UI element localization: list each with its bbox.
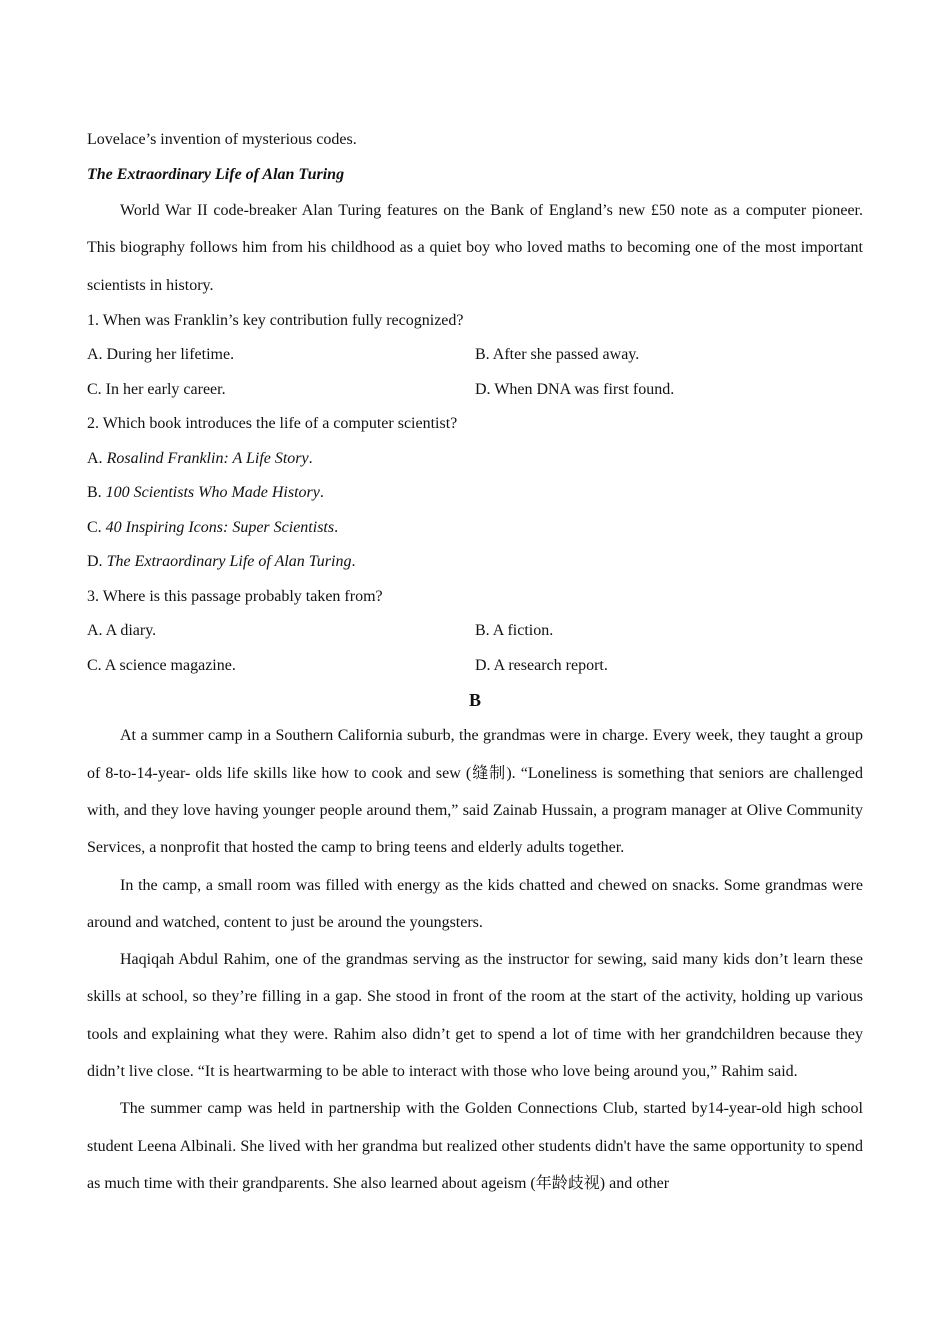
question-3	[87, 580, 863, 684]
passage-paragraph: Haqiqah Abdul Rahim, one of the grandmas serving as the instructor for sewing, said many kids don’t learn these skills at school, so they’re filling in a gap. She stood in front of the room at the start of the activity, holding up various tools and explaining what they were. Rahim also didn’t get to spend a lot of time with her grandchildren because they didn’t live close. “It is heartwarming to be able to interact with those who love being around you,” Rahim said.	[87, 951, 863, 1081]
section-heading: B	[468, 690, 481, 711]
option-c: C. A science magazine.	[87, 656, 236, 674]
book-title: 100 Scientists Who Made History	[105, 484, 320, 502]
option-d: D. A research report.	[475, 656, 608, 674]
option-d: D. The Extraordinary Life of Alan Turing.	[87, 553, 356, 571]
question-1	[87, 304, 863, 408]
book-title: The Extraordinary Life of Alan Turing	[106, 553, 352, 571]
question-stem: 1. When was Franklin’s key contribution fully recognized?	[87, 311, 464, 329]
question-2	[87, 407, 863, 580]
option-b: B. After she passed away.	[475, 346, 640, 364]
passage-paragraph: In the camp, a small room was filled with energy as the kids chatted and chewed on snacks. Some grandmas were around and watched, content to just be around the youngsters.	[87, 876, 863, 931]
intro-line: Lovelace’s invention of mysterious codes.	[87, 131, 357, 148]
passage-paragraph: At a summer camp in a Southern California suburb, the grandmas were in charge. Every week, they taught a group of 8-to-14-year- olds life skills like how to cook and sew (缝制). “Loneliness is something that seniors are challenged with, and they love having younger people around them,” said Zainab Hussain, a program manager at Olive Community Services, a nonprofit that hosted the camp to bring teens and elderly adults together.	[87, 727, 863, 857]
book-description-turing: World War II code-breaker Alan Turing features on the Bank of England’s new £50 note as a computer pioneer. This biography follows him from his childhood as a quiet boy who loved maths to becoming one of the most important scientists in history.	[87, 202, 863, 294]
option-b: B. 100 Scientists Who Made History.	[87, 484, 324, 502]
book-title: Rosalind Franklin: A Life Story	[106, 449, 309, 467]
option-c: C. 40 Inspiring Icons: Super Scientists.	[87, 518, 339, 536]
question-stem: 3. Where is this passage probably taken from?	[87, 587, 383, 605]
book-title: 40 Inspiring Icons: Super Scientists	[105, 518, 335, 536]
option-a: A. A diary.	[87, 622, 157, 640]
question-stem: 2. Which book introduces the life of a computer scientist?	[87, 415, 458, 433]
option-c: C. In her early career.	[87, 380, 226, 398]
option-a: A. During her lifetime.	[87, 346, 235, 364]
passage-paragraph: The summer camp was held in partnership with the Golden Connections Club, started by14-year-old high school student Leena Albinali. She lived with her grandma but realized other students didn't have the same opportunity to spend as much time with their grandparents. She also learned about ageism (年龄歧视) and other	[87, 1100, 863, 1192]
option-b: B. A fiction.	[475, 622, 554, 640]
option-d: D. When DNA was first found.	[475, 380, 675, 398]
book-title-turing: The Extraordinary Life of Alan Turing	[87, 165, 345, 183]
document-page	[87, 123, 863, 1202]
option-a: A. Rosalind Franklin: A Life Story.	[87, 449, 313, 467]
